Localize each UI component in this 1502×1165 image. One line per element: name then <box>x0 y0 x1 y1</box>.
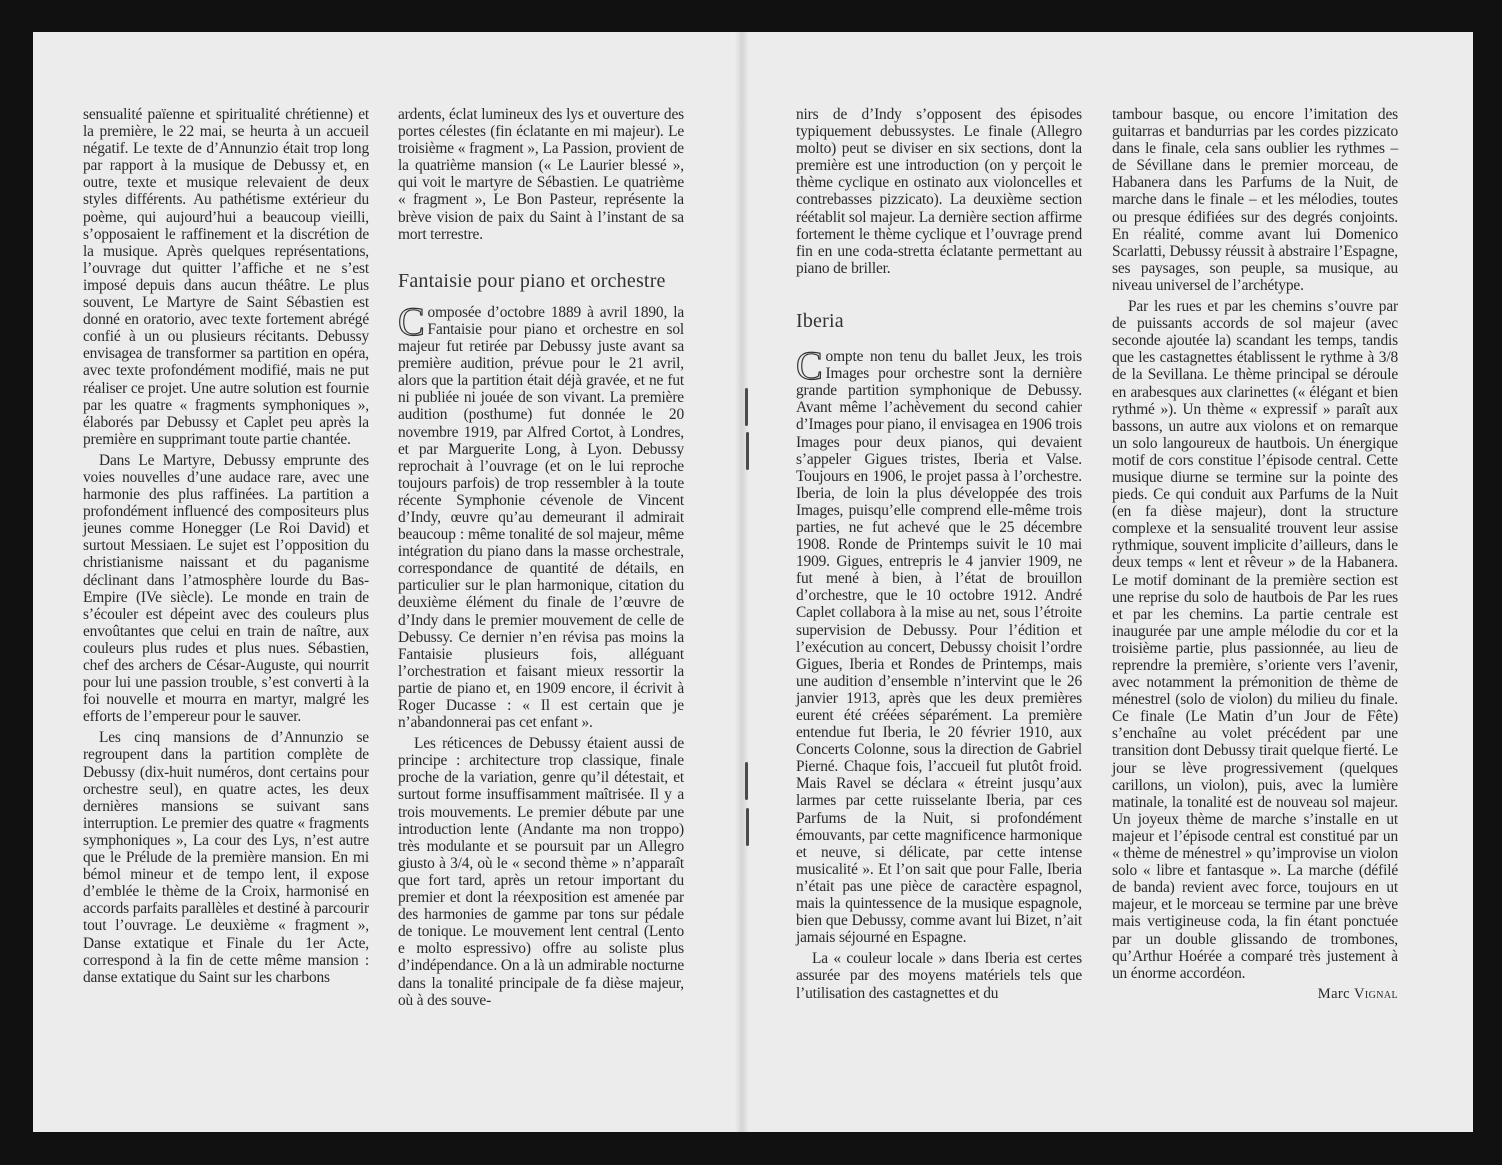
author-signature <box>1112 986 1398 1003</box>
center-fold <box>735 32 749 1132</box>
column-4 <box>1112 106 1398 1003</box>
drop-cap: C <box>398 298 425 344</box>
author-first-name: Marc <box>1317 985 1350 1002</box>
column-3 <box>796 106 1082 1002</box>
column-2 <box>398 106 684 1009</box>
staple <box>745 388 748 426</box>
paragraph: nirs de d’Indy s’opposent des épisodes typiquement debussystes. Le finale (Allegro molto) peut se diviser en six sections, dont la première est une introduction (on y perçoit le thème cyclique en ostinato aux violoncelles et contrebasses pizzicato). La deuxième section réétablit sol majeur. La dernière section affirme fortement le thème cyclique et l’ouvrage prend fin en une coda-stretta éclatante permettant au piano de briller. <box>796 106 1082 277</box>
column-1 <box>83 106 369 986</box>
paragraph: Dans Le Martyre, Debussy emprunte des voies nouvelles d’une audace rare, avec une harmonie des plus raffinées. La partition a profondément influencé des compositeurs plus jeunes comme Honegger (Le Roi David) et surtout Messiaen. Le sujet est l’opposition du christianisme naissant et du paganisme déclinant dans l’atmosphère lourde du Bas-Empire (IVe siècle). Le monde en train de s’écouler est dépeint avec des couleurs plus envoûtantes que celui en train de naître, aux couleurs plus rudes et plus nues. Sébastien, chef des archers de César-Auguste, qui nourrit pour lui une passion trouble, s’est converti à la foi nouvelle et mourra en martyr, malgré les efforts de l’empereur pour le sauver. <box>83 451 369 726</box>
staple <box>746 808 749 846</box>
paragraph-with-dropcap <box>796 343 1082 947</box>
paragraph: Par les rues et par les chemins s’ouvre par de puissants accords de sol majeur (avec seconde ajoutée la) scandant les temps, tandis que les castagnettes établissent le rythme à 3/8 de la Sevillana. Le thème principal se déroule en arabesques aux clarinettes (« élégant et bien rythmé »). Un thème « expressif » paraît aux bassons, un autre aux violons et on remarque un solo langoureux de hautbois. Un énergique motif de cors constitue l’épisode central. Cette musique diurne se termine sur la pointe des pieds. Ce qui conduit aux Parfums de la Nuit (en fa dièse majeur), dont la structure complexe et la sensualité trouvent leur assise rythmique, souvent implicite d’ailleurs, dans le deux temps « lent et rêveur » de la Habanera. Le motif dominant de la première section est une reprise du solo de hautbois de Par les rues et par les chemins. La partie centrale est inaugurée par une ample mélodie du cor et la troisième partie, plus passionnée, au lieu de reprendre la première, s’oriente vers l’avenir, avec notamment la prémonition de thème de ménestrel (solo de violon) du milieu du finale. Ce finale (Le Matin d’un Jour de Fête) s’enchaîne au volet précédent par une transition dont Debussy tirait quelque fierté. Le jour se lève progressivement (quelques carillons, un violon), puis, avec la lumière matinale, la tonalité est de nouveau sol majeur. Un joyeux thème de marche s’installe en ut majeur et l’épisode central est constitué par un « thème de ménestrel » qu’improvise un violon solo « libre et fantasque ». La marche (défilé de banda) revient avec force, toujours en ut majeur, et le morceau se termine par une brève mais vertigineuse coda, la fin étant ponctuée par un double glissando de trombones, qu’Arthur Hoérée a comparé très justement à un énorme accordéon. <box>1112 298 1398 982</box>
paragraph-with-dropcap <box>398 298 684 732</box>
paragraph: sensualité païenne et spiritualité chrétienne) et la première, le 22 mai, se heurta à un accueil négatif. Le texte de d’Annunzio était trop long par rapport à la musique de Debussy et, en outre, texte et musique relevaient de deux styles différents. Au pathétisme extérieur du poème, qui aujourd’hui a beaucoup vieilli, s’opposaient le raffinement et la discrétion de la musique. Après quelques représentations, l’ouvrage dut quitter l’affiche et ne s’est imposé depuis dans aucun théâtre. Le plus souvent, Le Martyre de Saint Sébastien est donné en oratorio, avec texte fortement abrégé confié à un ou plusieurs récitants. Debussy envisagea de transformer sa partition en opéra, avec texte profondément modifié, mais ne put réaliser ce projet. Une autre solution est fournie par les quatre « fragments symphoniques », élaborés par Debussy et Caplet peu après la première en supprimant toute partie chantée. <box>83 106 369 448</box>
section-heading-fantaisie: Fantaisie pour piano et orchestre <box>398 269 666 292</box>
paragraph: Les cinq mansions de d’Annunzio se regroupent dans la partition complète de Debussy (dix-huit numéros, dont certains pour orchestre seul), en quatre actes, les deux dernières mansions se suivant sans interruption. Le premier des quatre « fragments symphoniques », La cour des Lys, n’est autre que le Prélude de la première mansion. En mi bémol mineur et de tempo lent, il expose d’emblée le thème de la Croix, harmonisé en accords parfaits parallèles et destiné à parcourir tout l’ouvrage. Le deuxième « fragment », Danse extatique et Finale du 1er Acte, correspond à la fin de cette même mansion : danse extatique du Saint sur les charbons <box>83 729 369 986</box>
section-heading-iberia: Iberia <box>796 309 844 332</box>
paragraph-text: omposée d’octobre 1889 à avril 1890, la Fantaisie pour piano et orchestre en sol majeur fut retirée par Debussy juste avant sa première audition, prévue pour le 21 avril, alors que la partition était déjà gravée, et ne fut ni publiée ni jouée de son vivant. La première audition (posthume) fut donnée le 20 novembre 1919, par Alfred Cortot, à Londres, et par Marguerite Long, à Lyon. Debussy reprochait à l’ouvrage (et on le lui reproche toujours parfois) de trop ressembler à la toute récente Symphonie cévenole de Vincent d’Indy, œuvre qu’au demeurant il admirait beaucoup : même tonalité de sol majeur, même intégration du piano dans la masse orchestrale, correspondance de quantité de détails, en particulier sur le plan harmonique, citation du deuxième élément du finale de l’œuvre de d’Indy dans le premier mouvement de celle de Debussy. Ce dernier n’en révisa pas moins la Fantaisie plusieurs fois, alléguant l’orchestration et faisant mieux ressortir la partie de piano et, en 1909 encore, il écrivit à Roger Ducasse : « Il est certain que je n’abandonnerai pas cet enfant ». <box>398 303 684 732</box>
staple <box>745 762 748 800</box>
paragraph: La « couleur locale » dans Iberia est certes assurée par des moyens matériels tels que l’utilisation des castagnettes et du <box>796 950 1082 1002</box>
author-last-name: Vignal <box>1354 985 1398 1002</box>
paragraph: ardents, éclat lumineux des lys et ouverture des portes célestes (fin éclatante en mi majeur). Le troisième « fragment », La Passion, provient de la quatrième mansion (« Le Laurier blessé », qui voit le martyre de Sébastien. Le quatrième « fragment », Le Bon Pasteur, représente la brève vision de paix du Saint à l’instant de sa mort terrestre. <box>398 106 684 243</box>
drop-cap: C <box>796 343 823 389</box>
paragraph-text: ompte non tenu du ballet Jeux, les trois Images pour orchestre sont la dernière grande partition symphonique de Debussy. Avant même l’achèvement du second cahier d’Images pour piano, il envisagea en 1906 trois Images pour deux pianos, qui devaient s’appeler Gigues tristes, Iberia et Valse. Toujours en 1906, le projet passa à l’orchestre. Iberia, de loin la plus développée des trois Images, puisqu’elle comprend elle-même trois parties, ne fut achevé que le 25 décembre 1908. Ronde de Printemps suivit le 10 mai 1909. Gigues, entrepris le 4 janvier 1909, ne fut mené à bien, à l’état de brouillon d’orchestre, que le 10 octobre 1912. André Caplet collabora à la mise au net, sous l’étroite supervision de Debussy. Pour l’édition et l’exécution au concert, Debussy choisit l’ordre Gigues, Iberia et Rondes de Printemps, mais une audition d’ensemble n’intervint que le 26 janvier 1913, après que les deux premières eurent été créées séparément. La première entendue fut Iberia, le 20 février 1910, aux Concerts Colonne, sous la direction de Gabriel Pierné. Chaque fois, l’accueil fut plutôt froid. Mais Ravel se déclara « étreint jusqu’aux larmes par cette ruisselante Iberia, par ces Parfums de la Nuit, si profondément émouvants, par cette magnificence harmonique et neuve, si délicate, par cette intense musicalité ». Et l’on sait que pour Falle, Iberia n’était pas une pièce de caractère espagnol, mais la quintessence de la musique espagnole, bien que Debussy, comme avant lui Bizet, n’ait jamais séjourné en Espagne. <box>796 348 1082 947</box>
paragraph: Les réticences de Debussy étaient aussi de principe : architecture trop classique, finale proche de la variation, genre qu’il détestait, et surtout forme insuffisamment maîtrisée. Il y a trois mouvements. Le premier débute par une introduction lente (Andante ma non troppo) très modulante et se poursuit par un Allegro giusto à 3/4, où le « second thème » n’apparaît que fort tard, après un retour important du premier et dont la réexposition est amenée par des harmonies de gamme par tons sur pédale de tonique. Le mouvement lent central (Lento e molto espressivo) offre au soliste plus d’indépendance. On a là un admirable nocturne dans la tonalité principale de fa dièse majeur, où à des souve- <box>398 735 684 1009</box>
paragraph: tambour basque, ou encore l’imitation des guitarras et bandurrias par les cordes pizzicato dans le finale, cela sans oublier les rythmes – de Sévillane dans le premier morceau, de Habanera dans les Parfums de la Nuit, de marche dans le finale – et les mélodies, toutes ou presque édifiées sur des degrés conjoints. En réalité, comme avant lui Domenico Scarlatti, Debussy réussit à abstraire l’Espagne, ses paysages, son peuple, sa musique, au niveau universel de l’archétype. <box>1112 106 1398 294</box>
staple <box>746 432 749 470</box>
